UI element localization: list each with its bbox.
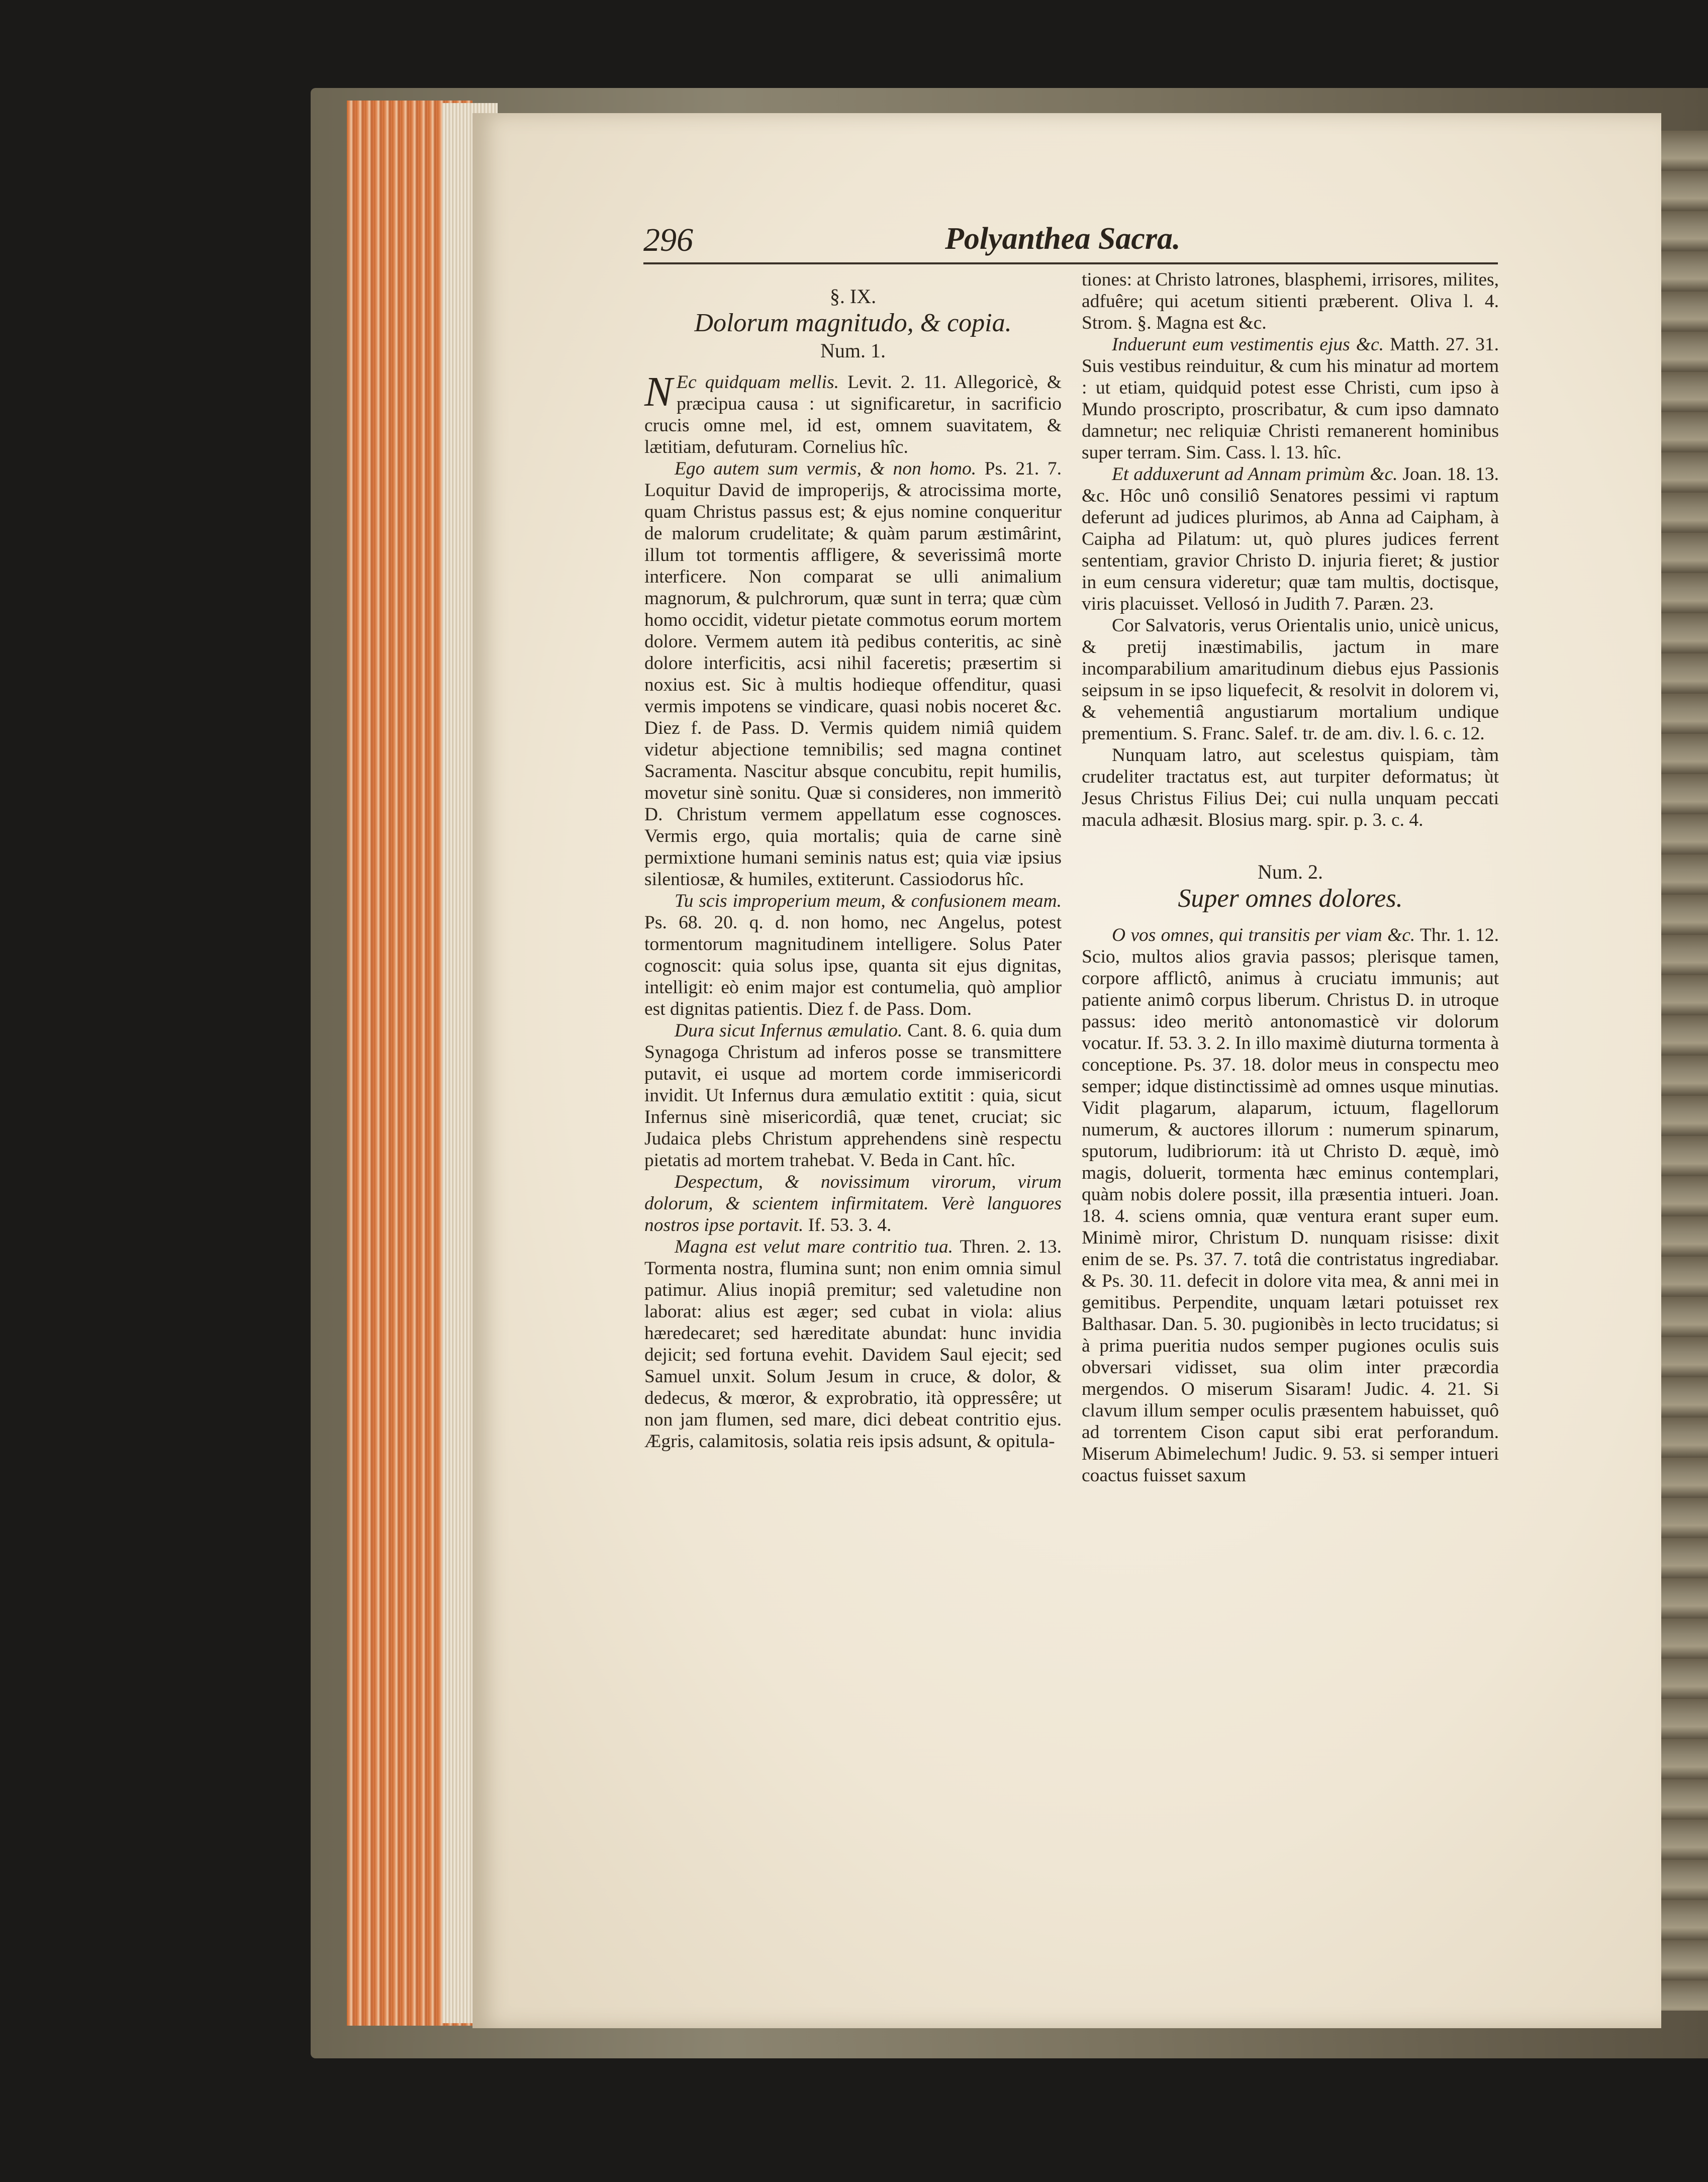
section-heading: Dolorum magnitudo, & copia. bbox=[694, 309, 1012, 337]
paragraph bbox=[644, 890, 1062, 1020]
paragraph-text: Thren. 2. 13. Tormenta nostra, flumina sunt; non enim omnia simul patimur. Alius inopiâ premitur; sed valetudine non laborat: alius est æger; sed cubat in viola: alius hæredecaret; sed hæreditate abundat: hunc invidia dejicit; sed fortuna evehit. Davidem Saul ejecit; sed Samuel unxit. Solum Jesum in cruce, & dolor, & dedecus, & mœror, & exprobratio, ità oppressêre; ut non jam flumen, sed mare, dici debeat contritio ejus. Ægris, calamitosis, solatia reis ipsis adsunt, & opitula- bbox=[644, 1237, 1062, 1452]
quotation-lead: Induerunt eum vestimentis ejus &c. bbox=[1112, 334, 1384, 355]
left-paragraphs bbox=[644, 368, 1062, 1452]
paragraph-text: Ps. 68. 20. q. d. non homo, nec Angelus, potest tormentorum magnitudinem intelligere. Solus Pater cognoscit: quia solus ipse, quanta sit ejus dignitas, intelligit: eò enim major est contumelia, quò amplior est dignitas patientis. Diez f. de Pass. Dom. bbox=[644, 912, 1062, 1019]
section-number: §. IX. bbox=[829, 285, 877, 308]
quotation-lead: Et adduxerunt ad Annam primùm &c. bbox=[1112, 464, 1398, 485]
quotation-lead: Dura sicut Infernus æmulatio. bbox=[675, 1020, 903, 1041]
quotation-lead: O vos omnes, qui transitis per viam &c. bbox=[1112, 925, 1415, 945]
quotation-lead: Ec quidquam mellis. bbox=[677, 372, 839, 393]
paragraph bbox=[1082, 334, 1499, 463]
paragraph-text: Joan. 18. 13. &c. Hôc unô consiliô Senatores pessimi vi raptum deferunt ad judices plurimos, ab Anna ad Caipham, à Caipha ad Pilatum: ut, quò plures judices ferrent sententiam, gravior Christo D. injuria fieret; & justior in eum censura videretur; quæ tam multis, doctisque, viris placuisset. Vellosó in Judith 7. Paræn. 23. bbox=[1082, 464, 1499, 614]
entry-number: Num. 1. bbox=[820, 339, 886, 362]
header-rule bbox=[643, 262, 1498, 264]
left-column bbox=[644, 281, 1062, 1452]
right-column bbox=[1082, 269, 1499, 1486]
right-paragraphs bbox=[1082, 269, 1499, 831]
paragraph bbox=[1082, 924, 1499, 1486]
quotation-lead: Magna est velut mare contritio tua. bbox=[675, 1237, 954, 1257]
paragraph bbox=[1082, 744, 1499, 831]
quotation-lead: Despectum, & novissimum virorum, virum dolorum, & scientem infirmitatem. Verè languores nostros ipse portavit. bbox=[644, 1172, 1062, 1236]
quotation-lead: Ego autem sum vermis, & non homo. bbox=[675, 458, 977, 479]
paragraph bbox=[644, 368, 1062, 458]
entry-number-2: Num. 2. bbox=[1258, 861, 1323, 883]
paragraph-text: If. 53. 3. 4. bbox=[803, 1215, 892, 1236]
paragraph bbox=[1082, 463, 1499, 615]
paragraph bbox=[644, 1020, 1062, 1171]
paragraph-text: Cor Salvatoris, verus Orientalis unio, unicè unicus, & pretij inæstimabilis, jactum in mare incomparabilium amaritudinum diebus ejus Passionis seipsum in se ipso liquefecit, & resolvit in dolorem vi, & vehementiâ angustiarum mortalium undique prementium. S. Franc. Salef. tr. de am. div. l. 6. c. 12. bbox=[1082, 615, 1499, 744]
paragraph-text: Ps. 21. 7. Loquitur David de improperijs, & atrocissima morte, quam Christus passus est; & ejus nomine conqueritur de malorum crudelitate; & quàm parum æstimârint, illum tot tormentis affligere, & severissimâ morte interficere. Non comparat se ulli animalium magnorum, & pulchrorum, quæ sunt in terra; quæ cùm homo occidit, videtur pietate commotus eorum mortem dolore. Vermem autem ità pedibus conteritis, ac sinè dolore interficitis, acsi nihil faceretis; præsertim si noxius est. Sic à multis hodieque offenditur, quasi vermis impotens se vindicare, quasi nobis noceret &c. Diez f. de Pass. D. Vermis quidem nimiâ quidem videtur abjectione temnibilis; sed magna continet Sacramenta. Nascitur absque concubitu, repit humilis, movetur sinè sonitu. Quæ si consideres, non immeritò D. Christum vermem appellatum esse cognosces. Vermis ergo, quia mortalis; quia de carne sinè permixtione humani seminis natus est; quia viæ ipsius silentiosæ, & humiles, extiterunt. Cassiodorus hîc. bbox=[644, 458, 1062, 890]
running-head bbox=[643, 221, 1498, 266]
paragraph bbox=[644, 1236, 1062, 1452]
right-paragraphs-2 bbox=[1082, 924, 1499, 1486]
paragraph bbox=[1082, 615, 1499, 744]
page-number: 296 bbox=[643, 222, 693, 258]
section-heading-2: Super omnes dolores. bbox=[1178, 884, 1403, 913]
paragraph bbox=[644, 458, 1062, 890]
running-title: Polyanthea Sacra. bbox=[945, 222, 1181, 256]
paragraph bbox=[644, 1171, 1062, 1236]
paragraph-text: Levit. 2. 11. Allegoricè, & præcipua causa : ut significaretur, in sacrificio crucis omne mel, id est, omnem suavitatem, & lætitiam, defuturam. Cornelius hîc. bbox=[644, 372, 1062, 457]
paragraph bbox=[1082, 269, 1499, 334]
paragraph-text: Thr. 1. 12. Scio, multos alios gravia passos; plerisque tamen, corpore afflictô, animus à cruciatu immunis; aut patiente animô corpus liberum. Christus D. in utroque passus: ideo meritò antonomasticè vir dolorum vocatur. If. 53. 3. 2. In illo maximè diuturna tormenta à conceptione. Ps. 37. 18. dolor meus in conspectu meo semper; idque distinctissimè ad omnes usque minutias. Vidit plagarum, alaparum, ictuum, flagellorum numerum, & auctores illorum : numerum spinarum, sputorum, ludibriorum: ità ut Christo D. æquè, imò magis, doluerit, tormenta hæc eminus contemplari, quàm nobis dolere possit, illa præsentia intueri. Joan. 18. 4. sciens omnia, quæ ventura erant super eum. Minimè miror, Christum D. nunquam risisse: dixit enim de se. Ps. 37. 7. totâ die contristatus ingrediabar. & Ps. 30. 11. defecit in dolore vita mea, & anni mei in gemitibus. Perpendite, unquam lætari potuisset rex Balthasar. Dan. 5. 30. pugionibès in lecto trucidatus; si à prima pueritia nudos semper pugiones oculis suis obversari vidisset, sua olim inter præcordia mergendos. O miserum Sisaram! Judic. 4. 21. Si clavum illum semper oculis præsentem habuisset, quô ad torrentem Cison caput sibi erat perforandum. Miserum Abimelechum! Judic. 9. 53. si semper intueri coactus fuisset saxum bbox=[1082, 925, 1499, 1486]
paragraph-text: tiones: at Christo latrones, blasphemi, irrisores, milites, adfuêre; qui acetum sitienti præberent. Oliva l. 4. Strom. §. Magna est &c. bbox=[1082, 269, 1499, 333]
quotation-lead: Tu scis improperium meum, & confusionem meam. bbox=[675, 891, 1062, 911]
drop-cap: N bbox=[644, 368, 673, 415]
paragraph-text: Cant. 8. 6. quia dum Synagoga Christum ad inferos posse se transmittere putavit, ei usque ad mortem corde immisericordi invidit. Ut Infernus dura æmulatio extitit : quia, sicut Infernus sinè misericordiâ, quæ tenet, cruciat; sic Judaica plebs Christum apprehendens sinè respectu pietatis ad mortem trahebat. V. Beda in Cant. hîc. bbox=[644, 1020, 1062, 1171]
paragraph-text: Matth. 27. 31. Suis vestibus reinduitur, & cum his minatur ad mortem : ut etiam, quidquid potest esse Christi, cum ipso à Mundo proscripto, proscribatur, & cum ipso damnato damnetur; nec reliquiæ Christi remanerent hominibus super terram. Sim. Cass. l. 13. hîc. bbox=[1082, 334, 1499, 463]
paragraph-text: Nunquam latro, aut scelestus quispiam, tàm crudeliter tractatus est, aut turpiter deformatus; ùt Jesus Christus Filius Dei; cui nulla unquam peccati macula adhæsit. Blosius marg. spir. p. 3. c. 4. bbox=[1082, 745, 1499, 830]
